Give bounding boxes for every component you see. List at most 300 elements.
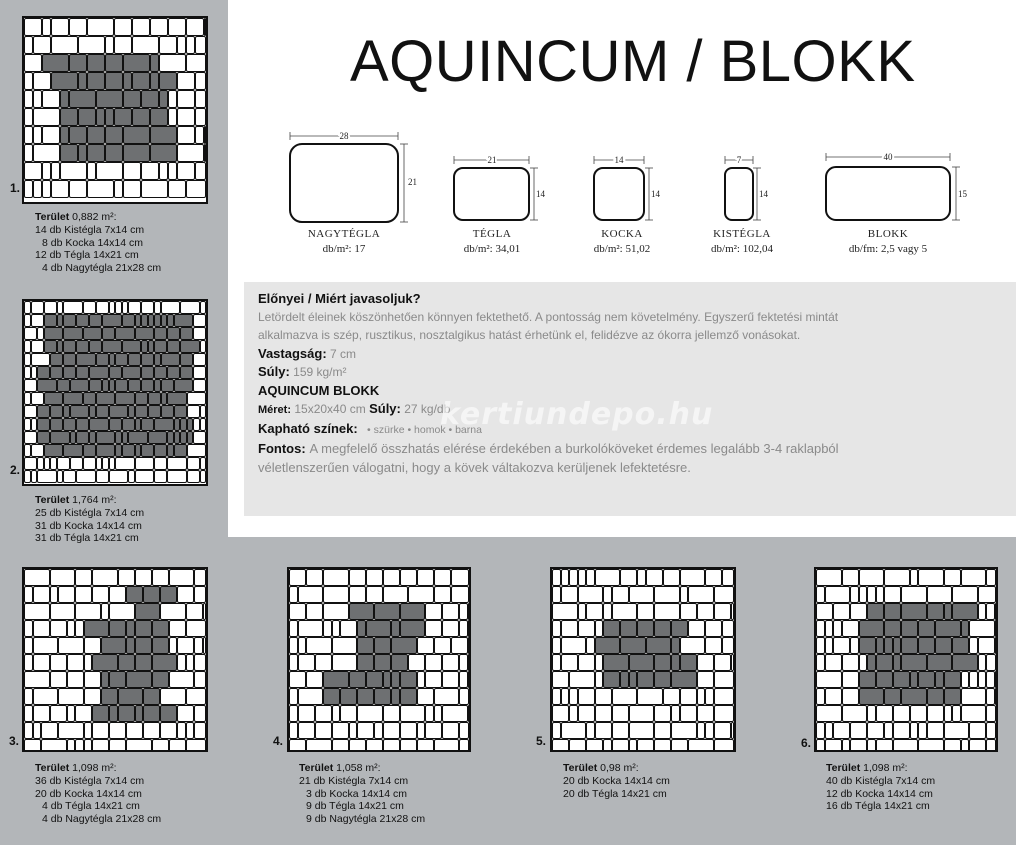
paving-stone bbox=[910, 671, 919, 688]
nagytegla-info: db/m²: 17 bbox=[322, 243, 366, 255]
weight-value: 159 kg/m² bbox=[293, 365, 347, 379]
paving-stone bbox=[383, 739, 400, 752]
paving-stone bbox=[204, 126, 206, 144]
paving-stone bbox=[31, 301, 44, 314]
watermark: kertiundepo.hu bbox=[440, 397, 714, 432]
paving-stone bbox=[374, 654, 391, 671]
thickness-label: Vastagság: bbox=[258, 345, 327, 361]
paving-stone bbox=[126, 637, 135, 654]
paving-stone bbox=[42, 90, 60, 108]
paving-stone bbox=[160, 722, 177, 739]
paving-stone bbox=[180, 418, 187, 431]
paving-stone bbox=[105, 36, 114, 54]
paving-stone bbox=[115, 431, 122, 444]
paving-stone bbox=[654, 722, 671, 739]
paving-stone bbox=[143, 688, 160, 705]
paving-stone bbox=[569, 705, 578, 722]
paving-stone bbox=[150, 72, 159, 90]
tegla-info: db/m²: 34,01 bbox=[463, 243, 521, 255]
paving-stone bbox=[177, 705, 194, 722]
paving-stone bbox=[186, 654, 195, 671]
paving-stone bbox=[63, 418, 76, 431]
paving-stone bbox=[33, 36, 51, 54]
paving-stone bbox=[41, 739, 67, 752]
paving-stone bbox=[612, 688, 638, 705]
paving-stone bbox=[132, 36, 159, 54]
paving-stone bbox=[24, 327, 37, 340]
paving-stone bbox=[586, 569, 595, 586]
paving-stone bbox=[357, 637, 374, 654]
paving-stone bbox=[825, 586, 851, 603]
paving-stone bbox=[961, 671, 970, 688]
paving-stone bbox=[44, 340, 57, 353]
paving-stone bbox=[425, 705, 434, 722]
paving-stone bbox=[51, 180, 69, 198]
paving-stone bbox=[78, 36, 105, 54]
paving-stone bbox=[24, 418, 31, 431]
paving-stone bbox=[697, 722, 706, 739]
paving-stone bbox=[816, 722, 825, 739]
paving-stone bbox=[705, 620, 722, 637]
paving-stone bbox=[952, 603, 978, 620]
colors-value: • szürke • homok • barna bbox=[367, 423, 482, 436]
paving-stone bbox=[323, 569, 349, 586]
paving-stone bbox=[67, 739, 76, 752]
paving-stone bbox=[722, 637, 734, 654]
paving-stone bbox=[850, 603, 867, 620]
paving-stone bbox=[24, 180, 33, 198]
paving-stone bbox=[105, 72, 123, 90]
paving-stone bbox=[50, 654, 67, 671]
paving-stone bbox=[70, 457, 83, 470]
paving-stone bbox=[349, 739, 366, 752]
area-label: Terület bbox=[35, 494, 70, 506]
blokk-weight-value: 27 kg/db bbox=[404, 402, 451, 416]
paving-stone bbox=[168, 108, 177, 126]
paving-stone bbox=[75, 586, 92, 603]
paving-stone bbox=[391, 654, 408, 671]
paving-stone bbox=[194, 569, 206, 586]
paving-stone bbox=[434, 705, 443, 722]
paving-stone bbox=[78, 72, 87, 90]
paving-stone bbox=[83, 327, 103, 340]
piece-count-line: 3 db Kocka 14x14 cm bbox=[306, 787, 407, 800]
paving-stone bbox=[63, 366, 76, 379]
paving-stone bbox=[552, 586, 561, 603]
paving-stone bbox=[893, 705, 910, 722]
paving-stone bbox=[731, 654, 735, 671]
paving-stone bbox=[69, 180, 87, 198]
paving-stone bbox=[349, 671, 366, 688]
paving-stone bbox=[705, 688, 714, 705]
paving-stone bbox=[135, 470, 155, 483]
paving-stone bbox=[289, 739, 306, 752]
paving-stone bbox=[833, 620, 842, 637]
paving-stone bbox=[187, 457, 200, 470]
paving-stone bbox=[177, 586, 194, 603]
paving-stone bbox=[195, 36, 206, 54]
blokk-heading: AQUINCUM BLOKK bbox=[258, 382, 380, 398]
paving-stone bbox=[289, 705, 298, 722]
paving-stone bbox=[126, 722, 143, 739]
paving-stone bbox=[340, 620, 357, 637]
paving-stone bbox=[159, 36, 177, 54]
paving-stone bbox=[31, 314, 44, 327]
paving-stone bbox=[174, 379, 194, 392]
paving-stone bbox=[115, 301, 122, 314]
paving-stone bbox=[63, 340, 76, 353]
paving-stone bbox=[400, 705, 426, 722]
paving-stone bbox=[663, 569, 680, 586]
piece-count-line: 9 db Nagytégla 21x28 cm bbox=[306, 813, 426, 826]
paving-stone bbox=[705, 722, 714, 739]
paving-stone bbox=[167, 327, 180, 340]
piece-count-line: 8 db Kocka 14x14 cm bbox=[42, 236, 143, 249]
paving-stone bbox=[24, 637, 33, 654]
paving-stone bbox=[160, 586, 177, 603]
paving-stone bbox=[177, 108, 195, 126]
paving-stone bbox=[63, 470, 76, 483]
paving-stone bbox=[123, 90, 141, 108]
paving-stone bbox=[927, 705, 944, 722]
paving-stone bbox=[315, 705, 332, 722]
paving-stone bbox=[680, 654, 697, 671]
paving-stone bbox=[459, 739, 469, 752]
paving-stone bbox=[41, 722, 58, 739]
paving-stone bbox=[141, 379, 154, 392]
paving-stone bbox=[671, 705, 680, 722]
paving-stone bbox=[167, 314, 174, 327]
important-text-2: véletlenszerűen válogatni, hogy a kövek váltakozva kerüljenek lefektetésre. bbox=[258, 459, 691, 475]
pattern-4-number: 4. bbox=[273, 734, 284, 748]
advantages-heading: Előnyei / Miért javasoljuk? bbox=[258, 291, 421, 306]
paving-stone bbox=[629, 722, 655, 739]
paving-stone bbox=[180, 327, 193, 340]
pattern-3-number: 3. bbox=[9, 734, 20, 748]
paving-stone bbox=[884, 620, 901, 637]
paving-stone bbox=[629, 705, 655, 722]
paving-stone bbox=[186, 36, 195, 54]
paving-stone bbox=[50, 705, 67, 722]
size-value: 15x20x40 cm bbox=[294, 402, 366, 416]
paving-stone bbox=[298, 688, 324, 705]
paving-stone bbox=[349, 722, 358, 739]
paving-stone bbox=[417, 671, 426, 688]
paving-stone bbox=[24, 301, 31, 314]
paving-stone bbox=[323, 586, 349, 603]
paving-stone bbox=[193, 366, 206, 379]
paving-stone bbox=[87, 54, 105, 72]
paving-stone bbox=[84, 688, 101, 705]
paving-stone bbox=[89, 379, 102, 392]
paving-stone bbox=[850, 586, 859, 603]
paving-stone bbox=[842, 739, 851, 752]
paving-stone bbox=[58, 586, 75, 603]
paving-stone bbox=[109, 603, 135, 620]
paving-stone bbox=[168, 180, 186, 198]
paving-stone bbox=[186, 180, 206, 198]
paving-stone bbox=[51, 18, 69, 36]
paving-stone bbox=[161, 405, 174, 418]
paving-stone bbox=[169, 569, 195, 586]
paving-stone bbox=[595, 569, 621, 586]
paving-stone bbox=[67, 620, 76, 637]
paving-stone bbox=[168, 162, 177, 180]
paving-stone bbox=[37, 366, 50, 379]
piece-count-line: 4 db Nagytégla 21x28 cm bbox=[42, 813, 162, 826]
paving-stone bbox=[340, 688, 357, 705]
paving-stone bbox=[42, 126, 60, 144]
paving-stone bbox=[944, 603, 953, 620]
paving-stone bbox=[154, 366, 167, 379]
paving-stone bbox=[918, 671, 935, 688]
paving-stone bbox=[24, 654, 33, 671]
paving-stone bbox=[50, 586, 59, 603]
paving-stone bbox=[637, 569, 646, 586]
paving-stone bbox=[400, 569, 417, 586]
paving-stone bbox=[105, 54, 123, 72]
paving-stone bbox=[417, 722, 426, 739]
paving-stone bbox=[194, 705, 206, 722]
paving-stone bbox=[87, 18, 114, 36]
paving-stone bbox=[109, 739, 126, 752]
paving-stone bbox=[33, 586, 50, 603]
paving-stone bbox=[141, 180, 168, 198]
paving-stone bbox=[459, 671, 468, 688]
paving-stone bbox=[986, 688, 995, 705]
paving-stone bbox=[132, 18, 150, 36]
paving-stone bbox=[24, 405, 37, 418]
paving-stone bbox=[425, 603, 442, 620]
paving-stone bbox=[174, 444, 187, 457]
paving-stone bbox=[152, 671, 169, 688]
paving-stone bbox=[944, 739, 961, 752]
paving-stone bbox=[69, 90, 96, 108]
paving-stone bbox=[128, 405, 135, 418]
paving-stone bbox=[24, 586, 33, 603]
paving-stone bbox=[135, 637, 152, 654]
paving-stone bbox=[927, 688, 944, 705]
paving-stone bbox=[561, 688, 570, 705]
blokk-weight-label: Súly: bbox=[369, 401, 401, 416]
paving-stone bbox=[434, 586, 451, 603]
paving-stone bbox=[578, 705, 595, 722]
paving-stone bbox=[374, 722, 383, 739]
paving-stone bbox=[160, 688, 186, 705]
paving-stone bbox=[109, 705, 118, 722]
paving-stone bbox=[289, 569, 306, 586]
paving-stone bbox=[603, 603, 612, 620]
pattern-5-caption bbox=[563, 762, 670, 800]
paving-stone bbox=[50, 671, 67, 688]
paving-stone bbox=[84, 654, 93, 671]
paving-stone bbox=[383, 586, 409, 603]
paving-stone bbox=[194, 671, 206, 688]
paving-stone bbox=[995, 620, 997, 637]
paving-stone bbox=[31, 353, 51, 366]
thickness-value: 7 cm bbox=[330, 346, 357, 361]
paving-stone bbox=[150, 144, 177, 162]
paving-stone bbox=[884, 637, 893, 654]
paving-stone bbox=[96, 301, 109, 314]
paving-stone bbox=[561, 569, 570, 586]
paving-stone bbox=[383, 705, 400, 722]
paving-stone bbox=[654, 620, 671, 637]
paving-stone bbox=[816, 603, 833, 620]
paving-stone bbox=[332, 739, 349, 752]
pattern-5-image bbox=[550, 567, 736, 752]
paving-stone bbox=[58, 722, 84, 739]
paving-stone bbox=[680, 569, 706, 586]
paving-stone bbox=[714, 688, 735, 705]
paving-stone bbox=[102, 314, 122, 327]
paving-stone bbox=[876, 637, 885, 654]
paving-stone bbox=[37, 379, 57, 392]
paving-stone bbox=[76, 314, 89, 327]
paving-stone bbox=[986, 739, 996, 752]
paving-stone bbox=[697, 688, 706, 705]
paving-stone bbox=[935, 671, 944, 688]
paving-stone bbox=[978, 586, 997, 603]
paving-stone bbox=[92, 722, 109, 739]
paving-stone bbox=[961, 569, 987, 586]
paving-stone bbox=[289, 637, 298, 654]
paving-stone bbox=[825, 688, 842, 705]
paving-stone bbox=[96, 108, 105, 126]
paving-stone bbox=[69, 18, 87, 36]
paving-stone bbox=[167, 340, 180, 353]
paving-stone bbox=[193, 418, 200, 431]
paving-stone bbox=[135, 569, 152, 586]
paving-stone bbox=[978, 603, 987, 620]
paving-stone bbox=[84, 620, 110, 637]
paving-stone bbox=[24, 18, 42, 36]
paving-stone bbox=[680, 603, 697, 620]
paving-stone bbox=[893, 722, 910, 739]
paving-stone bbox=[561, 637, 587, 654]
paving-stone bbox=[51, 72, 78, 90]
paving-stone bbox=[186, 688, 207, 705]
paving-stone bbox=[128, 379, 141, 392]
paving-stone bbox=[374, 637, 391, 654]
paving-stone bbox=[417, 688, 434, 705]
paving-stone bbox=[901, 603, 927, 620]
paving-stone bbox=[177, 36, 186, 54]
paving-stone bbox=[195, 72, 206, 90]
paving-stone bbox=[58, 637, 84, 654]
paving-stone bbox=[161, 353, 181, 366]
paving-stone bbox=[620, 620, 637, 637]
paving-stone bbox=[586, 637, 595, 654]
paving-stone bbox=[143, 722, 160, 739]
paving-stone bbox=[150, 18, 168, 36]
paving-stone bbox=[306, 671, 323, 688]
paving-stone bbox=[986, 603, 995, 620]
paving-stone bbox=[425, 722, 442, 739]
paving-stone bbox=[586, 739, 603, 752]
paving-stone bbox=[168, 18, 186, 36]
paving-stone bbox=[89, 314, 102, 327]
paving-stone bbox=[842, 620, 859, 637]
paving-stone bbox=[24, 36, 33, 54]
paving-stone bbox=[298, 586, 324, 603]
paving-stone bbox=[391, 620, 400, 637]
paving-stone bbox=[731, 722, 735, 739]
paving-stone bbox=[408, 586, 434, 603]
paving-stone bbox=[115, 392, 135, 405]
paving-stone bbox=[37, 327, 44, 340]
paving-stone bbox=[109, 620, 126, 637]
paving-stone bbox=[578, 603, 587, 620]
paving-stone bbox=[177, 654, 186, 671]
paving-stone bbox=[442, 603, 459, 620]
paving-stone bbox=[200, 405, 207, 418]
paving-stone bbox=[33, 688, 59, 705]
paving-stone bbox=[654, 603, 680, 620]
paving-stone bbox=[842, 705, 868, 722]
paving-stone bbox=[75, 620, 84, 637]
paving-stone bbox=[850, 722, 867, 739]
paving-stone bbox=[33, 72, 51, 90]
paving-stone bbox=[816, 586, 825, 603]
paving-stone bbox=[42, 180, 51, 198]
paving-stone bbox=[680, 705, 697, 722]
paving-stone bbox=[552, 637, 561, 654]
paving-stone bbox=[180, 301, 200, 314]
paving-stone bbox=[193, 431, 206, 444]
paving-stone bbox=[969, 671, 978, 688]
paving-stone bbox=[44, 444, 64, 457]
paving-stone bbox=[366, 586, 383, 603]
paving-stone bbox=[102, 340, 122, 353]
paving-stone bbox=[731, 603, 735, 620]
paving-stone bbox=[50, 405, 63, 418]
paving-stone bbox=[186, 18, 204, 36]
paving-stone bbox=[714, 705, 735, 722]
paving-stone bbox=[69, 54, 87, 72]
paving-stone bbox=[884, 586, 901, 603]
paving-stone bbox=[193, 379, 206, 392]
paving-stone bbox=[552, 620, 561, 637]
paving-stone bbox=[24, 392, 31, 405]
paving-stone bbox=[92, 654, 118, 671]
paving-stone bbox=[96, 431, 116, 444]
paving-stone bbox=[89, 418, 109, 431]
paving-stone bbox=[31, 392, 44, 405]
paving-stone bbox=[37, 418, 50, 431]
paving-stone bbox=[383, 722, 400, 739]
paving-stone bbox=[70, 379, 90, 392]
paving-stone bbox=[87, 180, 114, 198]
paving-stone bbox=[141, 340, 148, 353]
paving-stone bbox=[96, 353, 109, 366]
paving-stone bbox=[289, 654, 298, 671]
paving-stone bbox=[603, 654, 629, 671]
paving-stone bbox=[306, 603, 323, 620]
paving-stone bbox=[24, 353, 31, 366]
paving-stone bbox=[50, 620, 67, 637]
paving-stone bbox=[161, 379, 174, 392]
paving-stone bbox=[927, 586, 953, 603]
paving-stone bbox=[87, 144, 105, 162]
paving-stone bbox=[468, 620, 470, 637]
paving-stone bbox=[468, 637, 470, 654]
paving-stone bbox=[187, 405, 200, 418]
paving-stone bbox=[141, 418, 154, 431]
paving-stone bbox=[901, 586, 927, 603]
paving-stone bbox=[89, 405, 96, 418]
paving-stone bbox=[654, 586, 680, 603]
